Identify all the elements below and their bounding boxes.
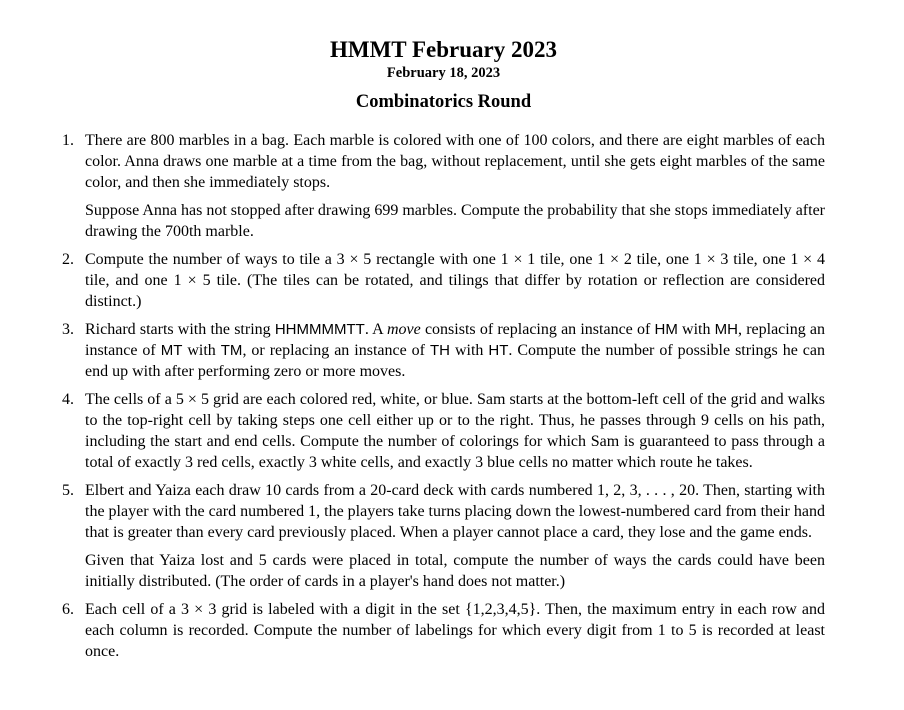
problem-body [85,599,825,662]
problem-item-6 [62,599,825,662]
problem-body [85,480,825,592]
problem-paragraph [85,130,825,193]
problem-list [62,130,825,662]
text-run: The cells of a 5 × 5 grid are each colored red, white, or blue. Sam starts at the bottom-left cell of the grid and walks to the top-right cell by taking steps one cell either up or to the right. Thus, he passes through 9 cells on his path, including the start and end cells. Compute the number of colorings for which Sam is guaranteed to pass through a total of exactly 3 red cells, exactly 3 white cells, and exactly 3 blue cells no matter which route he takes. [85,391,825,471]
problem-number: 3. [62,321,74,338]
problem-number: 5. [62,482,74,499]
text-run: HHMMMMTT [274,321,365,338]
problem-number: 4. [62,391,74,408]
problem-item-3 [62,319,825,382]
text-run: . Compute the number of possible strings he can end up with after performing zero or more moves. [85,342,825,380]
problem-paragraph [85,389,825,473]
text-run: TH [429,342,450,359]
text-run: Suppose Anna has not stopped after drawing 699 marbles. Compute the probability that she stops immediately after drawing the 700th marble. [85,202,825,240]
problem-number: 2. [62,251,74,268]
problem-number: 6. [62,601,74,618]
page-date: February 18, 2023 [386,65,501,81]
text-run: , replacing an instance of [85,321,826,359]
problem-body [85,130,825,242]
text-run: There are 800 marbles in a bag. Each marble is colored with one of 100 colors, and there are eight marbles of each color. Anna draws one marble at a time from the bag, without replacement, until she gets eight marbles of the same color, and then she immediately stops. [85,132,825,191]
problem-number: 1. [62,132,74,149]
problem-paragraph [85,480,825,543]
text-run: Elbert and Yaiza each draw 10 cards from a 20-card deck with cards numbered 1, 2, 3, . . . , 20. Then, starting with the player with the card numbered 1, the players take turns placing down the lowest-numbered card from their hand that is greater than every card previously placed. When a player cannot place a card, they lose and the game ends. [85,482,825,541]
round-title: Combinatorics Round [355,92,532,112]
text-run: Compute the number of ways to tile a 3 × 5 rectangle with one 1 × 1 tile, one 1 × 2 tile, one 1 × 3 tile, one 1 × 4 tile, and one 1 × 5 tile. (The tiles can be rotated, and tilings that differ by rotation or reflection are considered distinct.) [85,251,825,310]
text-run: consists of replacing an instance of [420,321,655,338]
problem-paragraph [85,200,825,242]
text-run: with [677,321,715,338]
problem-item-5 [62,480,825,592]
problem-paragraph [85,599,825,662]
problem-item-1 [62,130,825,242]
text-run: with [182,342,221,359]
document-header [62,36,825,114]
problem-body [85,319,825,382]
text-run: move [387,321,421,338]
text-run: HM [654,321,678,338]
text-run: TM [220,342,243,359]
text-run: Each cell of a 3 × 3 grid is labeled with a digit in the set {1,2,3,4,5}. Then, the maximum entry in each row and each column is recorded. Compute the number of labelings for which every digit from 1 to 5 is recorded at least once. [85,601,825,660]
problem-paragraph [85,550,825,592]
text-run: MH [714,321,738,338]
problem-body [85,389,825,473]
text-run: , or replacing an instance of [242,342,430,359]
text-run: HT [488,342,509,359]
text-run: with [449,342,489,359]
text-run: Richard starts with the string [85,321,275,338]
problem-item-2 [62,249,825,312]
page-title: HMMT February 2023 [330,37,557,62]
text-run: MT [160,342,183,359]
text-run: Given that Yaiza lost and 5 cards were placed in total, compute the number of ways the cards could have been initially distributed. (The order of cards in a player's hand does not matter.) [85,552,825,590]
text-run: . A [364,321,387,338]
problem-paragraph [85,319,825,382]
problem-paragraph [85,249,825,312]
problem-body [85,249,825,312]
problem-item-4 [62,389,825,473]
